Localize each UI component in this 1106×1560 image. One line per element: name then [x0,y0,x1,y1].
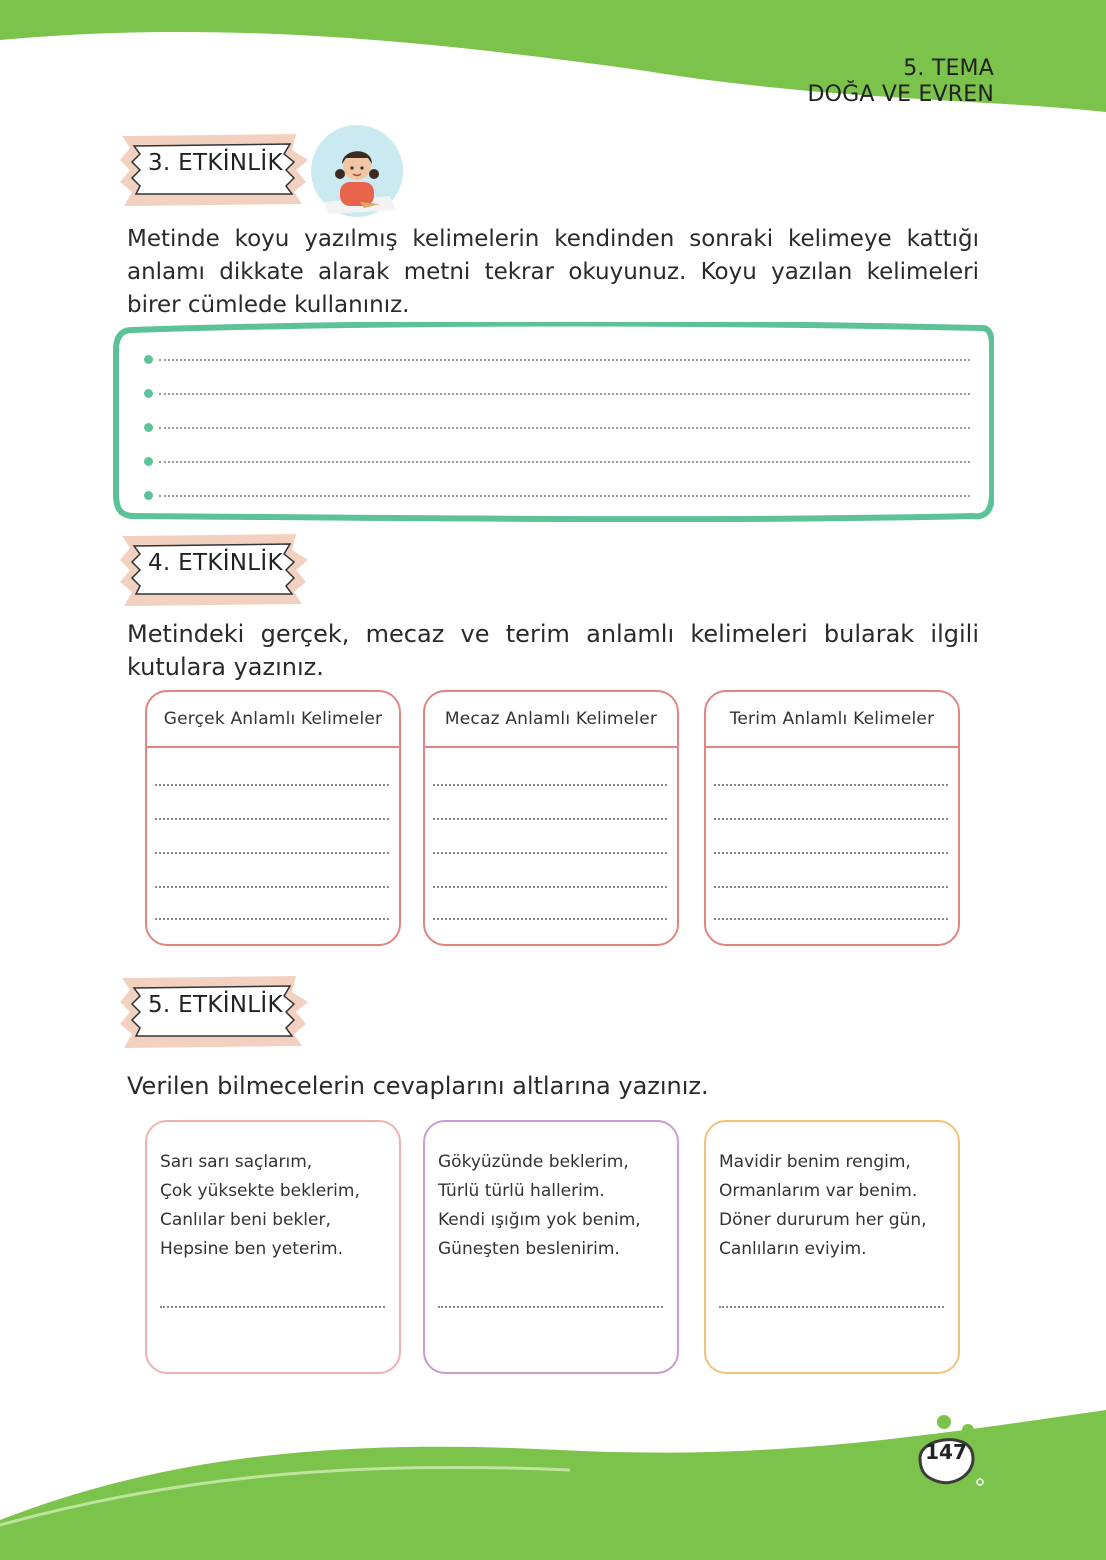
riddle-line: Gökyüzünde beklerim, [438,1152,629,1172]
word-line[interactable] [155,852,389,854]
answer-line-2[interactable] [144,382,970,398]
bullet-icon [144,491,153,500]
riddle-box-earth [704,1120,960,1374]
term-meaning-title: Terim Anlamlı Kelimeler [706,692,958,748]
riddle-line: Canlıların eviyim. [719,1239,867,1259]
activity-5-instruction: Verilen bilmecelerin cevaplarını altlarına yazınız. [127,1072,709,1100]
riddle-poem [160,1148,360,1264]
riddle-line: Canlılar beni bekler, [160,1210,331,1230]
real-meaning-box [145,690,401,946]
word-line[interactable] [155,886,389,888]
activity-3-title: 3. ETKİNLİK [148,150,283,176]
figurative-meaning-box [423,690,679,946]
riddle-line: Ormanlarım var benim. [719,1181,918,1201]
answer-line-4[interactable] [144,450,970,466]
activity-5-title: 5. ETKİNLİK [148,992,283,1018]
riddle-answer-line[interactable] [719,1306,944,1308]
activity-5-badge [118,972,308,1050]
theme-header [808,56,995,108]
word-line[interactable] [155,784,389,786]
word-line[interactable] [714,918,948,920]
word-line[interactable] [714,886,948,888]
word-line[interactable] [433,918,667,920]
riddle-box-sun [145,1120,401,1374]
page-number: 147 [925,1440,967,1464]
activity-3-instruction: Metinde koyu yazılmış kelimelerin kendinden sonraki kelimeye kattığı anlamı dikkate alarak metni tekrar okuyunuz. Koyu yazılan kelimeleri birer cümlede kullanınız. [127,226,979,318]
answer-line-3[interactable] [144,416,970,432]
word-line[interactable] [433,818,667,820]
word-line[interactable] [433,852,667,854]
riddle-line: Çok yüksekte beklerim, [160,1181,360,1201]
riddle-poem [438,1148,641,1264]
activity-4-badge [118,530,308,608]
answer-line-1[interactable] [144,348,970,364]
word-line[interactable] [433,886,667,888]
girl-writing-illustration [310,124,404,218]
riddle-line: Hepsine ben yeterim. [160,1239,343,1259]
riddle-line: Güneşten beslenirim. [438,1239,620,1259]
riddle-answer-line[interactable] [438,1306,663,1308]
riddle-line: Türlü türlü hallerim. [438,1181,605,1201]
theme-number: 5. TEMA [903,56,994,81]
riddle-poem [719,1148,927,1264]
real-meaning-title: Gerçek Anlamlı Kelimeler [147,692,399,748]
page-number-badge [916,1428,976,1484]
figurative-meaning-title: Mecaz Anlamlı Kelimeler [425,692,677,748]
sentence-writing-box [112,322,994,522]
word-line[interactable] [433,784,667,786]
theme-title: DOĞA VE EVREN [807,82,994,107]
answer-line-5[interactable] [144,484,970,500]
bullet-icon [144,389,153,398]
riddle-box-moon [423,1120,679,1374]
riddle-answer-line[interactable] [160,1306,385,1308]
bullet-icon [144,355,153,364]
riddle-line: Mavidir benim rengim, [719,1152,911,1172]
word-line[interactable] [714,852,948,854]
activity-4-title: 4. ETKİNLİK [148,550,283,576]
term-meaning-box [704,690,960,946]
activity-4-instruction: Metindeki gerçek, mecaz ve terim anlamlı kelimeleri bularak ilgili kutulara yazınız. [127,620,979,681]
bullet-icon [144,457,153,466]
word-line[interactable] [714,784,948,786]
activity-3-badge [118,130,308,208]
bullet-icon [144,423,153,432]
word-line[interactable] [155,918,389,920]
riddle-line: Kendi ışığım yok benim, [438,1210,641,1230]
word-line[interactable] [714,818,948,820]
word-line[interactable] [155,818,389,820]
riddle-line: Sarı sarı saçlarım, [160,1152,313,1172]
riddle-line: Döner dururum her gün, [719,1210,927,1230]
